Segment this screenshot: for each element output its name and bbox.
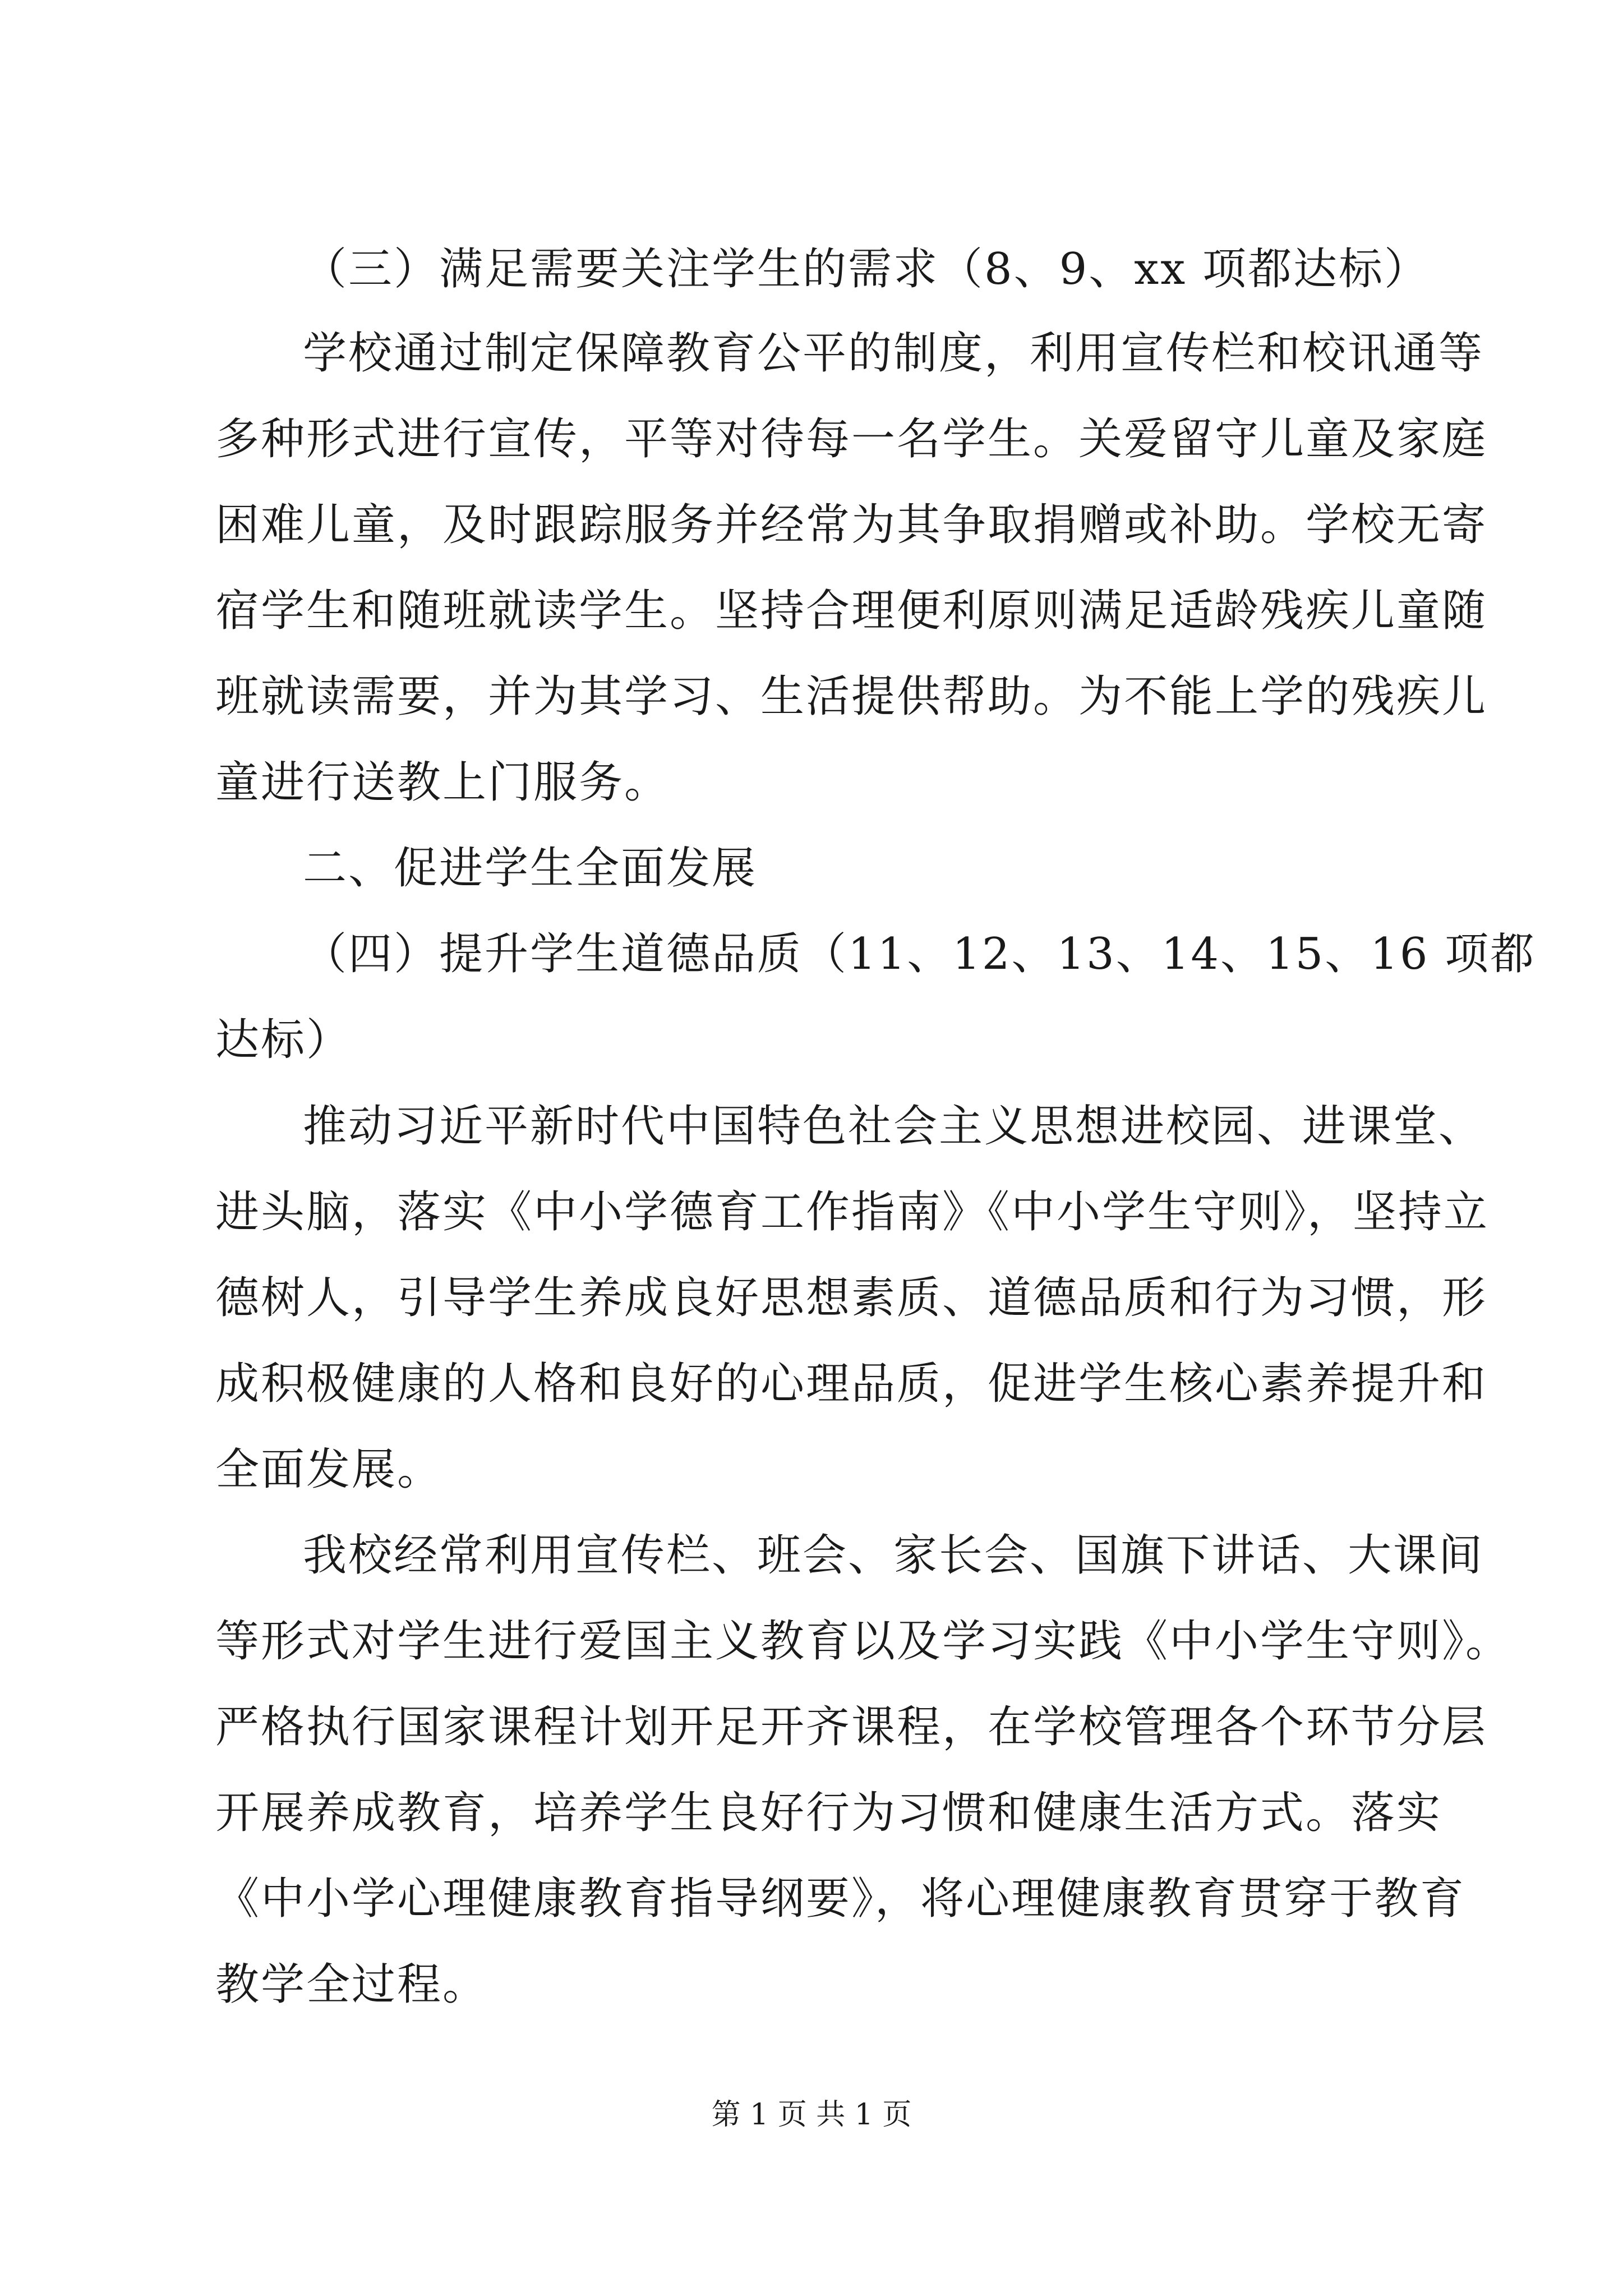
paragraph-line: 开展养成教育，培养学生良好行为习惯和健康生活方式。落实: [215, 1788, 1442, 1838]
paragraph-line: 学校通过制定保障教育公平的制度，利用宣传栏和校讯通等: [303, 328, 1484, 379]
page-footer: 第 1 页 共 1 页: [711, 2098, 912, 2132]
section-heading-3: （三）满足需要关注学生的需求（8、9、xx 项都达标）: [303, 244, 1430, 295]
paragraph-line: 我校经常利用宣传栏、班会、家长会、国旗下讲话、大课间: [303, 1530, 1484, 1581]
paragraph-line: 童进行送教上门服务。: [215, 757, 670, 808]
paragraph-line: 推动习近平新时代中国特色社会主义思想进校园、进课堂、: [303, 1101, 1484, 1152]
paragraph-line: 进头脑，落实《中小学德育工作指南》《中小学生守则》，坚持立: [215, 1187, 1490, 1237]
section-heading-4-cont: 达标）: [215, 1015, 352, 1065]
paragraph-line: 德树人，引导学生养成良好思想素质、道德品质和行为习惯，形: [215, 1273, 1488, 1323]
section-heading-2: 二、促进学生全面发展: [303, 843, 758, 894]
paragraph-line: 等形式对学生进行爱国主义教育以及学习实践《中小学生守则》。: [215, 1616, 1511, 1667]
paragraph-line: 成积极健康的人格和良好的心理品质，促进学生核心素养提升和: [215, 1359, 1488, 1409]
paragraph-line: 班就读需要，并为其学习、生活提供帮助。为不能上学的残疾儿: [215, 671, 1488, 722]
paragraph-line: 《中小学心理健康教育指导纲要》，将心理健康教育贯穿于教育: [215, 1874, 1466, 1924]
paragraph-line: 全面发展。: [215, 1444, 443, 1495]
paragraph-line: 宿学生和随班就读学生。坚持合理便利原则满足适龄残疾儿童随: [215, 586, 1488, 636]
paragraph-line: 困难儿童，及时跟踪服务并经常为其争取捐赠或补助。学校无寄: [215, 500, 1488, 550]
paragraph-line: 多种形式进行宣传，平等对待每一名学生。关爱留守儿童及家庭: [215, 414, 1488, 464]
section-heading-4: （四）提升学生道德品质（11、12、13、14、15、16 项都: [303, 929, 1536, 979]
paragraph-line: 教学全过程。: [215, 1959, 488, 2010]
paragraph-line: 严格执行国家课程计划开足开齐课程，在学校管理各个环节分层: [215, 1702, 1488, 1752]
